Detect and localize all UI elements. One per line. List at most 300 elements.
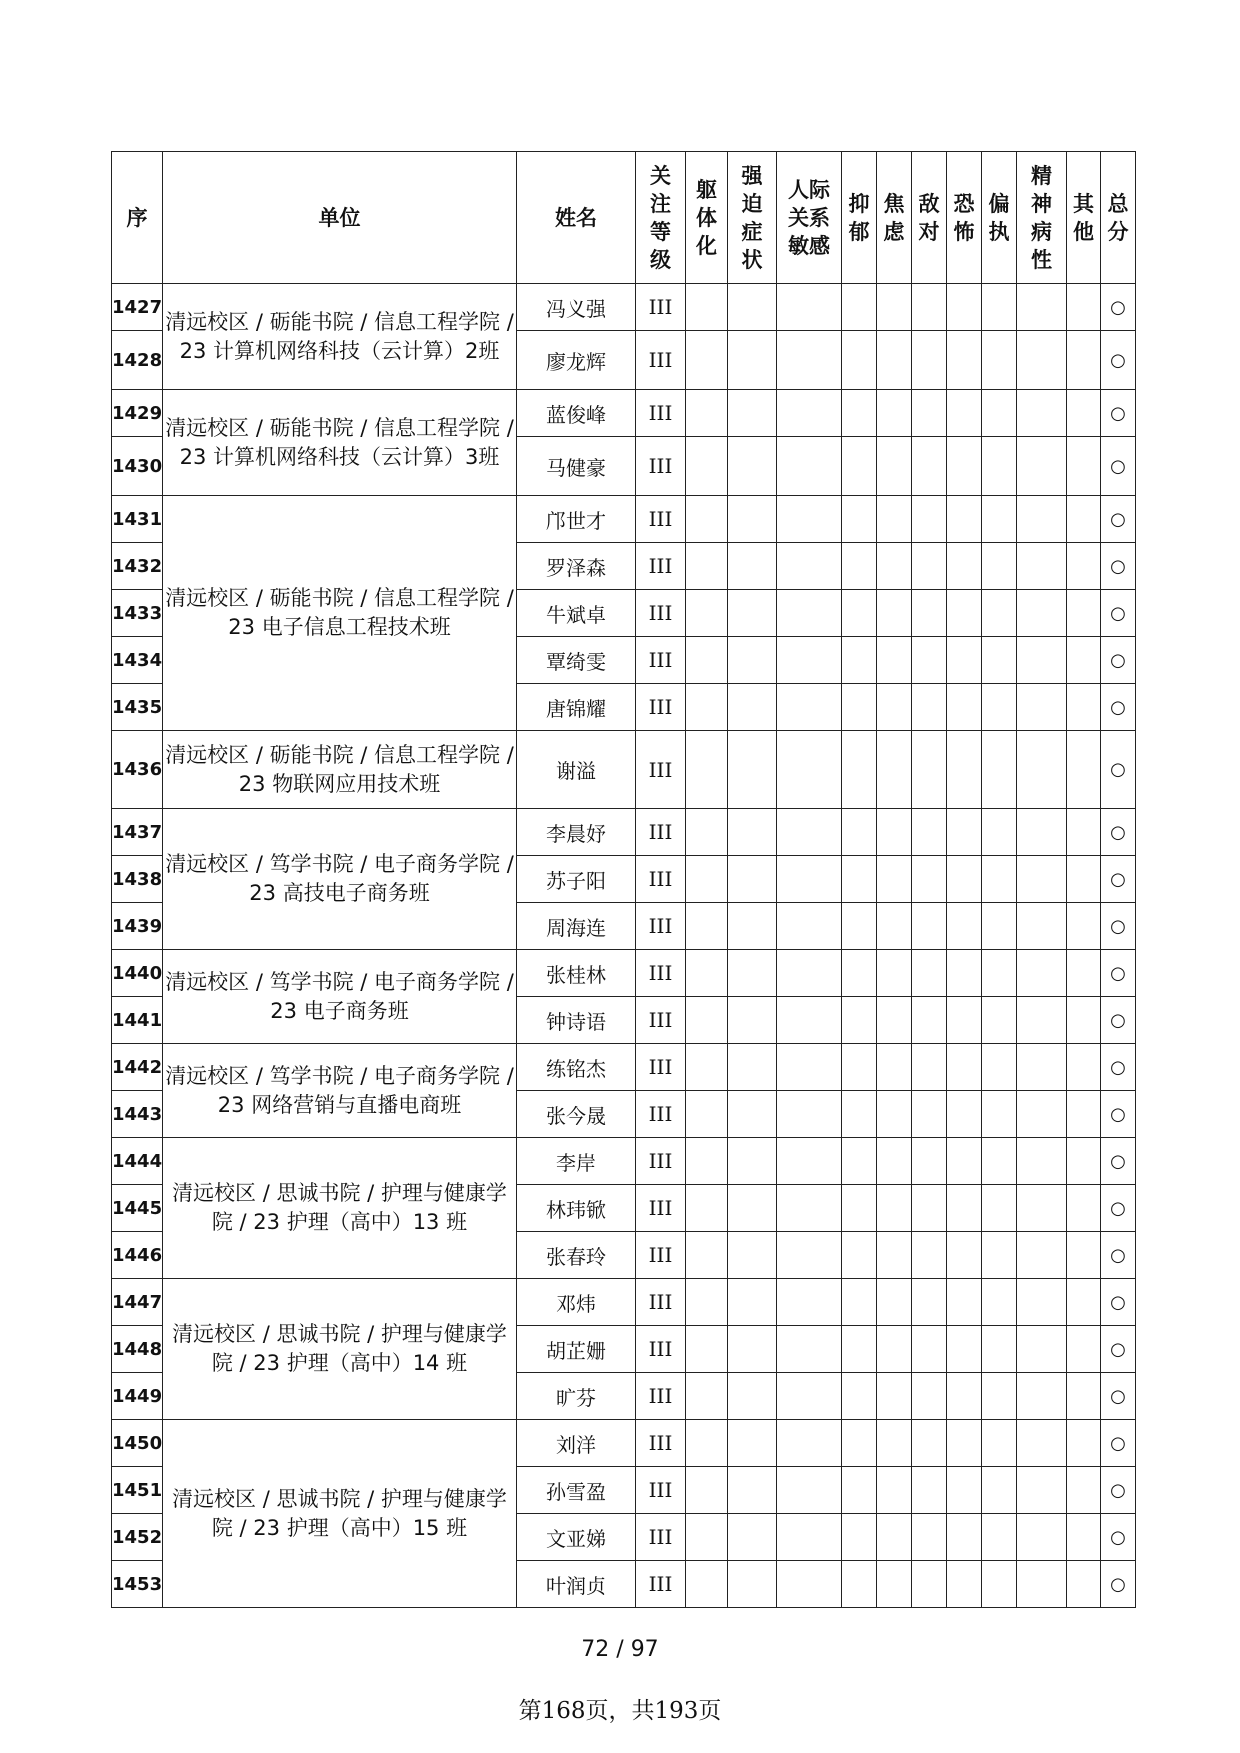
anxiety-cell — [877, 950, 912, 997]
total-mark: ○ — [1101, 684, 1136, 731]
other-cell — [1067, 731, 1101, 809]
attention-level: III — [636, 1373, 686, 1420]
interpersonal-cell — [777, 1373, 842, 1420]
total-mark: ○ — [1101, 809, 1136, 856]
row-seq: 1444 — [112, 1138, 163, 1185]
anxiety-cell — [877, 731, 912, 809]
row-seq: 1447 — [112, 1279, 163, 1326]
page-number: 72 / 97 — [581, 1637, 659, 1662]
header-psychoticism: 精神病性 — [1017, 152, 1067, 284]
anxiety-cell — [877, 1185, 912, 1232]
attention-level: III — [636, 1044, 686, 1091]
attention-level: III — [636, 731, 686, 809]
anxiety-cell — [877, 1091, 912, 1138]
anxiety-cell — [877, 284, 912, 331]
total-mark: ○ — [1101, 1232, 1136, 1279]
student-name: 林玮锨 — [517, 1185, 636, 1232]
table-row — [112, 390, 1136, 437]
student-name: 邓炜 — [517, 1279, 636, 1326]
interpersonal-cell — [777, 856, 842, 903]
row-seq: 1429 — [112, 390, 163, 437]
depression-cell — [842, 390, 877, 437]
total-mark: ○ — [1101, 543, 1136, 590]
attention-level: III — [636, 809, 686, 856]
phobia-cell — [947, 543, 982, 590]
anxiety-cell — [877, 590, 912, 637]
obsessive-cell — [728, 1514, 777, 1561]
paranoia-cell — [982, 903, 1017, 950]
header-other: 其他 — [1067, 152, 1101, 284]
total-mark: ○ — [1101, 590, 1136, 637]
somatization-cell — [686, 809, 728, 856]
student-name: 钟诗语 — [517, 997, 636, 1044]
anxiety-cell — [877, 331, 912, 390]
psychoticism-cell — [1017, 637, 1067, 684]
row-seq: 1446 — [112, 1232, 163, 1279]
somatization-cell — [686, 1420, 728, 1467]
total-mark: ○ — [1101, 390, 1136, 437]
paranoia-cell — [982, 390, 1017, 437]
attention-level: III — [636, 1091, 686, 1138]
phobia-cell — [947, 1420, 982, 1467]
row-seq: 1436 — [112, 731, 163, 809]
hostility-cell — [912, 331, 947, 390]
obsessive-cell — [728, 437, 777, 496]
obsessive-cell — [728, 731, 777, 809]
somatization-cell — [686, 1232, 728, 1279]
somatization-cell — [686, 1514, 728, 1561]
student-name: 邝世才 — [517, 496, 636, 543]
obsessive-cell — [728, 1326, 777, 1373]
attention-level: III — [636, 1420, 686, 1467]
other-cell — [1067, 590, 1101, 637]
interpersonal-cell — [777, 731, 842, 809]
somatization-cell — [686, 637, 728, 684]
obsessive-cell — [728, 1138, 777, 1185]
total-mark: ○ — [1101, 1373, 1136, 1420]
unit-cell: 清远校区 / 砺能书院 / 信息工程学院 / 23 物联网应用技术班 — [163, 731, 517, 809]
student-name: 廖龙辉 — [517, 331, 636, 390]
somatization-cell — [686, 1326, 728, 1373]
hostility-cell — [912, 856, 947, 903]
psychoticism-cell — [1017, 809, 1067, 856]
somatization-cell — [686, 1467, 728, 1514]
header-phobia: 恐怖 — [947, 152, 982, 284]
unit-cell: 清远校区 / 砺能书院 / 信息工程学院 / 23 计算机网络科技（云计算）3班 — [163, 390, 517, 496]
interpersonal-cell — [777, 950, 842, 997]
other-cell — [1067, 543, 1101, 590]
student-name: 张桂林 — [517, 950, 636, 997]
interpersonal-cell — [777, 809, 842, 856]
table-row — [112, 731, 1136, 809]
total-mark: ○ — [1101, 437, 1136, 496]
total-mark: ○ — [1101, 284, 1136, 331]
attention-level: III — [636, 856, 686, 903]
depression-cell — [842, 284, 877, 331]
phobia-cell — [947, 1279, 982, 1326]
student-name: 苏子阳 — [517, 856, 636, 903]
interpersonal-cell — [777, 637, 842, 684]
depression-cell — [842, 1185, 877, 1232]
somatization-cell — [686, 1138, 728, 1185]
obsessive-cell — [728, 1279, 777, 1326]
paranoia-cell — [982, 1561, 1017, 1608]
other-cell — [1067, 1091, 1101, 1138]
obsessive-cell — [728, 856, 777, 903]
somatization-cell — [686, 1561, 728, 1608]
psychoticism-cell — [1017, 590, 1067, 637]
phobia-cell — [947, 331, 982, 390]
interpersonal-cell — [777, 590, 842, 637]
total-mark: ○ — [1101, 1044, 1136, 1091]
student-name: 李岸 — [517, 1138, 636, 1185]
phobia-cell — [947, 950, 982, 997]
student-name: 李晨妤 — [517, 809, 636, 856]
obsessive-cell — [728, 903, 777, 950]
psychoticism-cell — [1017, 1561, 1067, 1608]
attention-level: III — [636, 684, 686, 731]
depression-cell — [842, 637, 877, 684]
psychoticism-cell — [1017, 684, 1067, 731]
student-name: 谢溢 — [517, 731, 636, 809]
other-cell — [1067, 1467, 1101, 1514]
anxiety-cell — [877, 1467, 912, 1514]
somatization-cell — [686, 1044, 728, 1091]
somatization-cell — [686, 390, 728, 437]
row-seq: 1438 — [112, 856, 163, 903]
interpersonal-cell — [777, 331, 842, 390]
total-mark: ○ — [1101, 1467, 1136, 1514]
other-cell — [1067, 284, 1101, 331]
phobia-cell — [947, 1232, 982, 1279]
somatization-cell — [686, 437, 728, 496]
other-cell — [1067, 809, 1101, 856]
phobia-cell — [947, 390, 982, 437]
paranoia-cell — [982, 1279, 1017, 1326]
anxiety-cell — [877, 1044, 912, 1091]
other-cell — [1067, 1279, 1101, 1326]
psychoticism-cell — [1017, 1326, 1067, 1373]
other-cell — [1067, 856, 1101, 903]
phobia-cell — [947, 1561, 982, 1608]
unit-cell: 清远校区 / 砺能书院 / 信息工程学院 / 23 电子信息工程技术班 — [163, 496, 517, 731]
attention-level: III — [636, 637, 686, 684]
row-seq: 1437 — [112, 809, 163, 856]
obsessive-cell — [728, 1091, 777, 1138]
total-mark: ○ — [1101, 1138, 1136, 1185]
hostility-cell — [912, 1561, 947, 1608]
other-cell — [1067, 390, 1101, 437]
obsessive-cell — [728, 331, 777, 390]
document-page-count: 第168页，共193页 — [518, 1698, 722, 1724]
psychoticism-cell — [1017, 1232, 1067, 1279]
phobia-cell — [947, 437, 982, 496]
header-unit: 单位 — [163, 152, 517, 284]
student-name: 罗泽森 — [517, 543, 636, 590]
depression-cell — [842, 997, 877, 1044]
hostility-cell — [912, 496, 947, 543]
header-total: 总分 — [1101, 152, 1136, 284]
interpersonal-cell — [777, 1514, 842, 1561]
student-name: 蓝俊峰 — [517, 390, 636, 437]
anxiety-cell — [877, 997, 912, 1044]
psychoticism-cell — [1017, 950, 1067, 997]
anxiety-cell — [877, 390, 912, 437]
obsessive-cell — [728, 1561, 777, 1608]
attention-level: III — [636, 496, 686, 543]
somatization-cell — [686, 1091, 728, 1138]
interpersonal-cell — [777, 284, 842, 331]
interpersonal-cell — [777, 496, 842, 543]
phobia-cell — [947, 284, 982, 331]
paranoia-cell — [982, 950, 1017, 997]
phobia-cell — [947, 903, 982, 950]
hostility-cell — [912, 731, 947, 809]
phobia-cell — [947, 590, 982, 637]
total-mark: ○ — [1101, 1420, 1136, 1467]
psychoticism-cell — [1017, 1373, 1067, 1420]
depression-cell — [842, 1279, 877, 1326]
total-mark: ○ — [1101, 950, 1136, 997]
student-name: 刘洋 — [517, 1420, 636, 1467]
interpersonal-cell — [777, 437, 842, 496]
total-mark: ○ — [1101, 856, 1136, 903]
hostility-cell — [912, 1467, 947, 1514]
somatization-cell — [686, 856, 728, 903]
paranoia-cell — [982, 1373, 1017, 1420]
interpersonal-cell — [777, 997, 842, 1044]
psychoticism-cell — [1017, 1467, 1067, 1514]
attention-level: III — [636, 1279, 686, 1326]
interpersonal-cell — [777, 684, 842, 731]
obsessive-cell — [728, 1467, 777, 1514]
depression-cell — [842, 1467, 877, 1514]
psychoticism-cell — [1017, 543, 1067, 590]
obsessive-cell — [728, 590, 777, 637]
row-seq: 1431 — [112, 496, 163, 543]
anxiety-cell — [877, 637, 912, 684]
anxiety-cell — [877, 684, 912, 731]
depression-cell — [842, 331, 877, 390]
attention-level: III — [636, 997, 686, 1044]
total-mark: ○ — [1101, 331, 1136, 390]
header-interpersonal: 人际关系敏感 — [777, 152, 842, 284]
row-seq: 1450 — [112, 1420, 163, 1467]
other-cell — [1067, 331, 1101, 390]
row-seq: 1432 — [112, 543, 163, 590]
total-mark: ○ — [1101, 496, 1136, 543]
psychoticism-cell — [1017, 997, 1067, 1044]
student-name: 张春玲 — [517, 1232, 636, 1279]
table-row — [112, 1138, 1136, 1185]
row-seq: 1453 — [112, 1561, 163, 1608]
obsessive-cell — [728, 637, 777, 684]
student-name: 覃绮雯 — [517, 637, 636, 684]
obsessive-cell — [728, 1420, 777, 1467]
interpersonal-cell — [777, 390, 842, 437]
paranoia-cell — [982, 856, 1017, 903]
psychoticism-cell — [1017, 437, 1067, 496]
student-name: 周海连 — [517, 903, 636, 950]
depression-cell — [842, 1373, 877, 1420]
student-name: 牛斌卓 — [517, 590, 636, 637]
psychoticism-cell — [1017, 284, 1067, 331]
other-cell — [1067, 1373, 1101, 1420]
hostility-cell — [912, 590, 947, 637]
anxiety-cell — [877, 856, 912, 903]
header-paranoia: 偏执 — [982, 152, 1017, 284]
row-seq: 1440 — [112, 950, 163, 997]
table-row — [112, 809, 1136, 856]
paranoia-cell — [982, 1232, 1017, 1279]
attention-level: III — [636, 1138, 686, 1185]
obsessive-cell — [728, 809, 777, 856]
unit-cell: 清远校区 / 砺能书院 / 信息工程学院 / 23 计算机网络科技（云计算）2班 — [163, 284, 517, 390]
phobia-cell — [947, 856, 982, 903]
somatization-cell — [686, 590, 728, 637]
hostility-cell — [912, 903, 947, 950]
unit-cell: 清远校区 / 笃学书院 / 电子商务学院 / 23 网络营销与直播电商班 — [163, 1044, 517, 1138]
student-name: 张今晟 — [517, 1091, 636, 1138]
depression-cell — [842, 543, 877, 590]
somatization-cell — [686, 903, 728, 950]
paranoia-cell — [982, 284, 1017, 331]
obsessive-cell — [728, 284, 777, 331]
total-mark: ○ — [1101, 1514, 1136, 1561]
somatization-cell — [686, 543, 728, 590]
row-seq: 1449 — [112, 1373, 163, 1420]
anxiety-cell — [877, 1420, 912, 1467]
attention-level: III — [636, 590, 686, 637]
total-mark: ○ — [1101, 997, 1136, 1044]
unit-cell: 清远校区 / 笃学书院 / 电子商务学院 / 23 电子商务班 — [163, 950, 517, 1044]
total-mark: ○ — [1101, 731, 1136, 809]
depression-cell — [842, 1420, 877, 1467]
interpersonal-cell — [777, 1044, 842, 1091]
paranoia-cell — [982, 437, 1017, 496]
other-cell — [1067, 1561, 1101, 1608]
paranoia-cell — [982, 1514, 1017, 1561]
student-name: 孙雪盈 — [517, 1467, 636, 1514]
anxiety-cell — [877, 1138, 912, 1185]
total-mark: ○ — [1101, 1091, 1136, 1138]
other-cell — [1067, 1185, 1101, 1232]
row-seq: 1430 — [112, 437, 163, 496]
obsessive-cell — [728, 1185, 777, 1232]
paranoia-cell — [982, 1467, 1017, 1514]
row-seq: 1441 — [112, 997, 163, 1044]
psychoticism-cell — [1017, 731, 1067, 809]
depression-cell — [842, 684, 877, 731]
interpersonal-cell — [777, 1467, 842, 1514]
row-seq: 1435 — [112, 684, 163, 731]
phobia-cell — [947, 1044, 982, 1091]
header-somatization: 躯体化 — [686, 152, 728, 284]
obsessive-cell — [728, 1044, 777, 1091]
depression-cell — [842, 856, 877, 903]
hostility-cell — [912, 1232, 947, 1279]
hostility-cell — [912, 1091, 947, 1138]
other-cell — [1067, 903, 1101, 950]
interpersonal-cell — [777, 1279, 842, 1326]
attention-level: III — [636, 1467, 686, 1514]
attention-level: III — [636, 1514, 686, 1561]
anxiety-cell — [877, 903, 912, 950]
header-attention-level: 关注等级 — [636, 152, 686, 284]
paranoia-cell — [982, 1138, 1017, 1185]
hostility-cell — [912, 1185, 947, 1232]
anxiety-cell — [877, 543, 912, 590]
interpersonal-cell — [777, 1561, 842, 1608]
psychoticism-cell — [1017, 1091, 1067, 1138]
interpersonal-cell — [777, 1138, 842, 1185]
psychoticism-cell — [1017, 1185, 1067, 1232]
student-name: 马健豪 — [517, 437, 636, 496]
depression-cell — [842, 1091, 877, 1138]
somatization-cell — [686, 731, 728, 809]
phobia-cell — [947, 684, 982, 731]
phobia-cell — [947, 731, 982, 809]
hostility-cell — [912, 1138, 947, 1185]
anxiety-cell — [877, 437, 912, 496]
row-seq: 1452 — [112, 1514, 163, 1561]
row-seq: 1442 — [112, 1044, 163, 1091]
psychoticism-cell — [1017, 496, 1067, 543]
somatization-cell — [686, 1185, 728, 1232]
paranoia-cell — [982, 809, 1017, 856]
paranoia-cell — [982, 731, 1017, 809]
hostility-cell — [912, 1514, 947, 1561]
depression-cell — [842, 1561, 877, 1608]
student-name: 旷芬 — [517, 1373, 636, 1420]
phobia-cell — [947, 496, 982, 543]
depression-cell — [842, 1044, 877, 1091]
paranoia-cell — [982, 684, 1017, 731]
other-cell — [1067, 1044, 1101, 1091]
attention-level: III — [636, 903, 686, 950]
paranoia-cell — [982, 331, 1017, 390]
phobia-cell — [947, 1185, 982, 1232]
unit-cell: 清远校区 / 思诚书院 / 护理与健康学院 / 23 护理（高中）15 班 — [163, 1420, 517, 1608]
phobia-cell — [947, 1467, 982, 1514]
total-mark: ○ — [1101, 1185, 1136, 1232]
somatization-cell — [686, 684, 728, 731]
hostility-cell — [912, 1420, 947, 1467]
attention-level: III — [636, 284, 686, 331]
phobia-cell — [947, 1138, 982, 1185]
paranoia-cell — [982, 590, 1017, 637]
hostility-cell — [912, 1326, 947, 1373]
row-seq: 1428 — [112, 331, 163, 390]
depression-cell — [842, 1326, 877, 1373]
obsessive-cell — [728, 684, 777, 731]
header-hostility: 敌对 — [912, 152, 947, 284]
row-seq: 1427 — [112, 284, 163, 331]
hostility-cell — [912, 637, 947, 684]
table-row — [112, 284, 1136, 331]
hostility-cell — [912, 809, 947, 856]
somatization-cell — [686, 1373, 728, 1420]
psychoticism-cell — [1017, 1138, 1067, 1185]
anxiety-cell — [877, 1326, 912, 1373]
psychoticism-cell — [1017, 1279, 1067, 1326]
anxiety-cell — [877, 1232, 912, 1279]
psychoticism-cell — [1017, 390, 1067, 437]
interpersonal-cell — [777, 1326, 842, 1373]
anxiety-cell — [877, 496, 912, 543]
hostility-cell — [912, 390, 947, 437]
other-cell — [1067, 437, 1101, 496]
